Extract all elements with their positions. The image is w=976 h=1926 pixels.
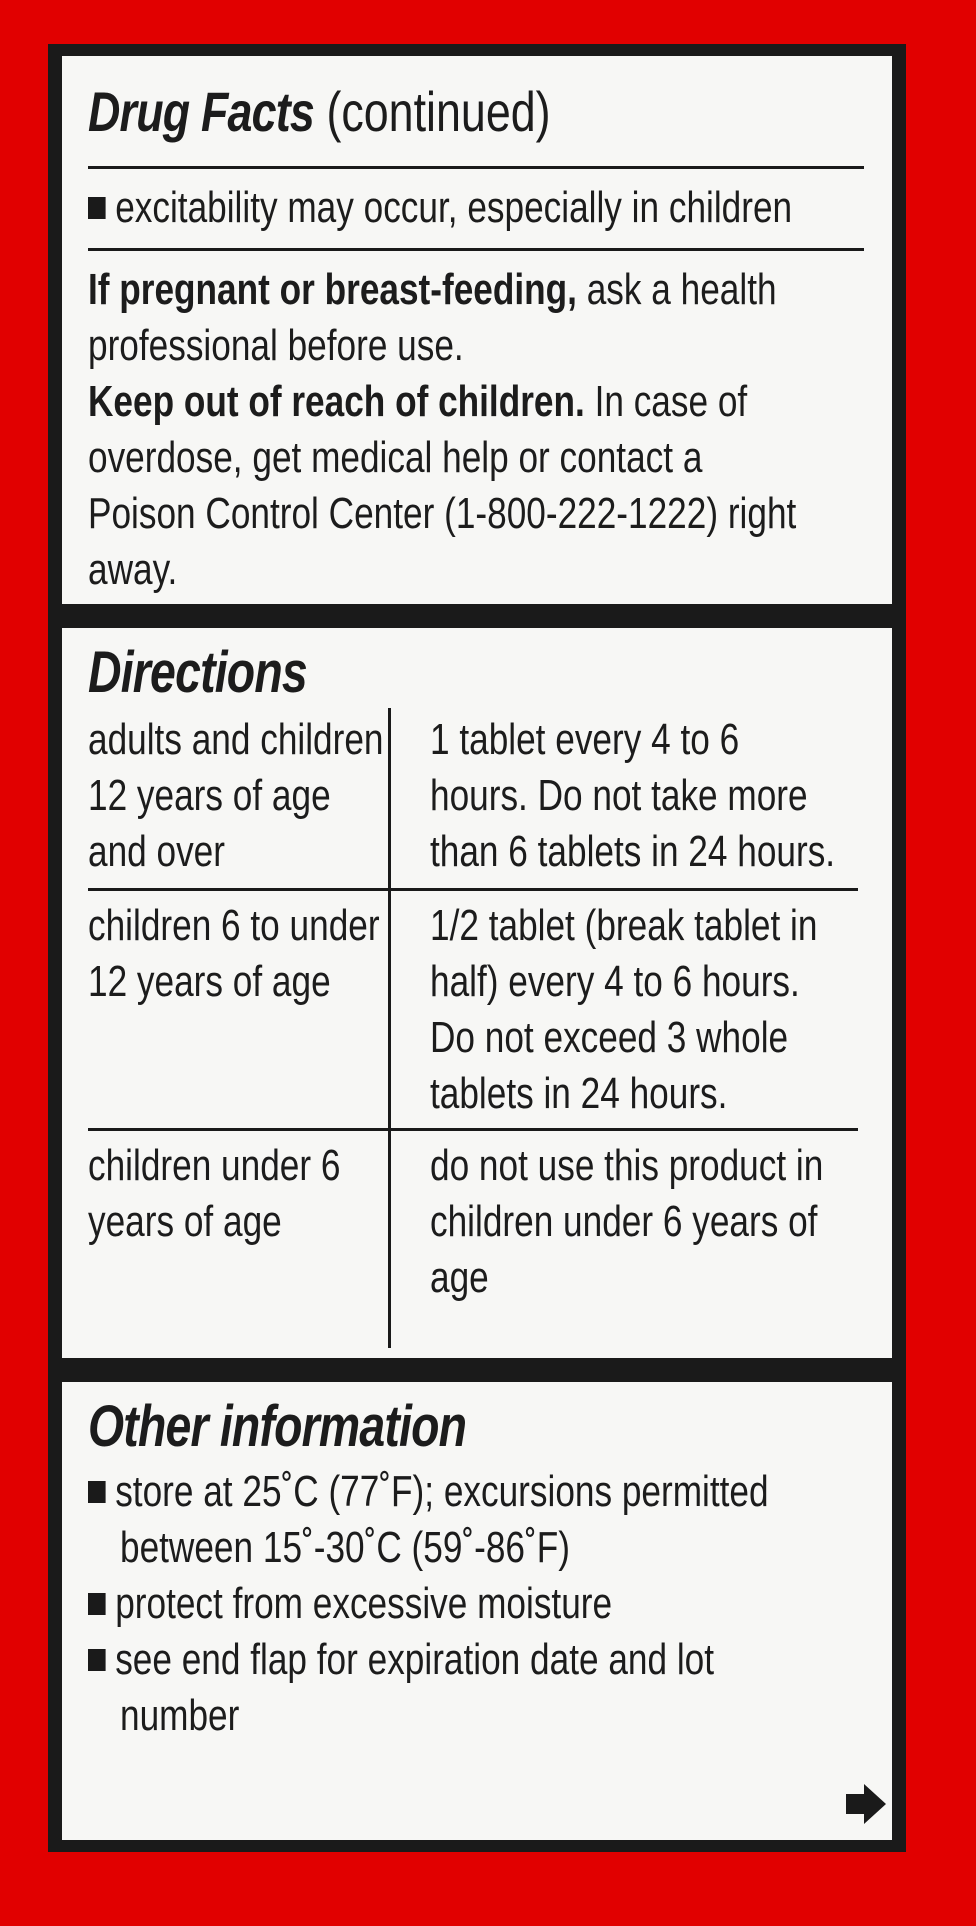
table-row-divider — [88, 1128, 858, 1131]
table-cell-dose: do not use this product in children under 6 years of age — [430, 1141, 824, 1302]
drug-facts-section — [62, 56, 892, 604]
table-cell-group: adults and children 12 years of age and over — [88, 715, 384, 876]
table-cell-dose: 1/2 tablet (break tablet in half) every 4 to 6 hours. Do not exceed 3 whole tablets in 24 hours. — [430, 901, 818, 1118]
expiration-info: see end flap for expiration date and lot — [88, 1632, 871, 1688]
keep-out-warning: Keep out of reach of children. In case of — [88, 377, 748, 426]
right-arrow-icon — [844, 1782, 888, 1826]
bullet-icon — [88, 1593, 106, 1615]
directions-title: Directions — [88, 640, 307, 705]
pregnant-warning-cont: professional before use. — [88, 321, 464, 370]
expiration-info-cont: number — [120, 1691, 240, 1740]
pregnant-warning: If pregnant or breast-feeding, ask a health — [88, 265, 777, 314]
table-cell-group: children under 6 years of age — [88, 1141, 341, 1246]
other-information-title: Other information — [88, 1394, 467, 1459]
keep-out-warning-line2: overdose, get medical help or contact a — [88, 433, 703, 482]
divider — [88, 166, 864, 169]
table-cell-dose: 1 tablet every 4 to 6 hours. Do not take more than 6 tablets in 24 hours. — [430, 715, 836, 876]
keep-out-warning-line4: away. — [88, 545, 178, 594]
keep-out-warning-line3: Poison Control Center (1-800-222-1222) right — [88, 489, 797, 538]
table-cell-group: children 6 to under 12 years of age — [88, 901, 380, 1006]
drug-facts-title-suffix: (continued) — [326, 80, 551, 143]
bullet-icon — [88, 1481, 106, 1503]
warning-excitability: excitability may occur, especially in children — [88, 180, 892, 236]
storage-info-cont: between 15˚-30˚C (59˚-86˚F) — [120, 1523, 570, 1572]
other-information-section — [62, 1382, 892, 1840]
drug-facts-title: Drug Facts — [88, 80, 314, 143]
directions-section — [62, 628, 892, 1358]
divider — [88, 248, 864, 251]
table-row-divider — [88, 888, 858, 891]
bullet-icon — [88, 1649, 106, 1671]
drug-facts-panel — [48, 44, 906, 1852]
bullet-icon — [88, 197, 106, 219]
moisture-info: protect from excessive moisture — [88, 1576, 743, 1632]
drug-facts-heading — [88, 80, 666, 144]
storage-info: store at 25˚C (77˚F); excursions permitted — [88, 1464, 892, 1520]
